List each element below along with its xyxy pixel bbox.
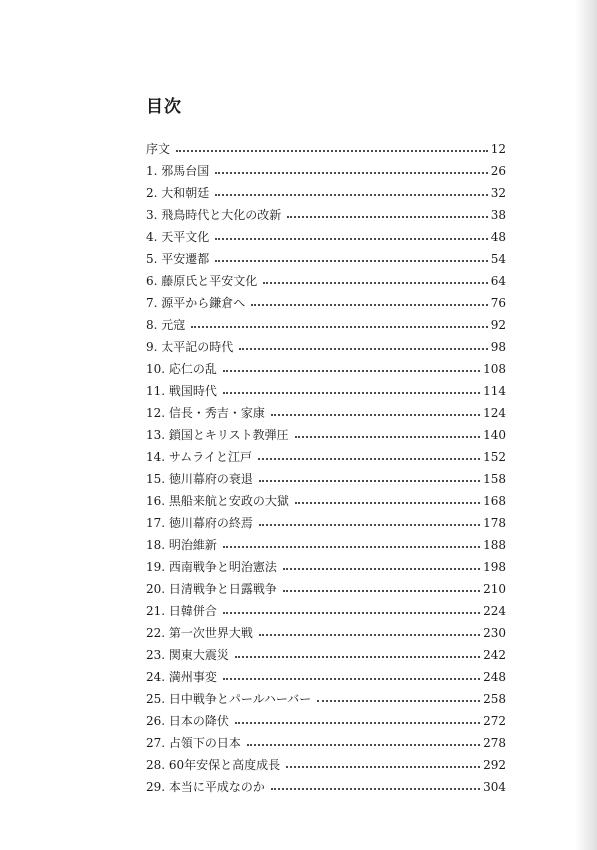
toc-entry xyxy=(146,402,506,424)
dot-leader xyxy=(223,391,480,394)
toc-entry-page-number: 140 xyxy=(483,428,506,442)
dot-leader xyxy=(258,457,480,460)
toc-entry xyxy=(146,468,506,490)
dot-leader xyxy=(215,259,487,262)
toc-entry-page-number: 64 xyxy=(490,274,506,288)
toc-entry xyxy=(146,776,506,798)
toc-entry-label: 5. 平安遷都 xyxy=(146,252,210,266)
toc-entry-page-number: 54 xyxy=(490,252,506,266)
toc-entry-page-number: 38 xyxy=(490,208,506,222)
toc-entry xyxy=(146,380,506,402)
toc-entry-label: 7. 源平から鎌倉へ xyxy=(146,296,246,310)
toc-entry xyxy=(146,732,506,754)
toc-entry xyxy=(146,160,506,182)
toc-entry-label: 19. 西南戦争と明治憲法 xyxy=(146,560,277,574)
dot-leader xyxy=(295,501,480,504)
toc-entry-page-number: 278 xyxy=(483,736,506,750)
dot-leader xyxy=(251,303,487,306)
toc-entry-label: 17. 徳川幕府の終焉 xyxy=(146,516,253,530)
toc-entry-label: 21. 日韓併合 xyxy=(146,604,217,618)
toc-entry-page-number: 168 xyxy=(483,494,506,508)
toc-entry xyxy=(146,446,506,468)
toc-entry xyxy=(146,226,506,248)
toc-entry xyxy=(146,622,506,644)
dot-leader xyxy=(259,523,480,526)
toc-entry-page-number: 152 xyxy=(483,450,506,464)
toc-entry-page-number: 258 xyxy=(483,692,506,706)
dot-leader xyxy=(271,787,480,790)
toc-entry xyxy=(146,204,506,226)
toc-entry-label: 28. 60年安保と高度成長 xyxy=(146,758,281,772)
table-of-contents xyxy=(146,138,506,798)
dot-leader xyxy=(223,369,480,372)
toc-entry-page-number: 230 xyxy=(483,626,506,640)
dot-leader xyxy=(191,325,487,328)
toc-entry-page-number: 198 xyxy=(483,560,506,574)
dot-leader xyxy=(317,699,480,702)
toc-entry xyxy=(146,556,506,578)
dot-leader xyxy=(239,347,487,350)
toc-entry xyxy=(146,182,506,204)
dot-leader xyxy=(263,281,487,284)
toc-entry xyxy=(146,358,506,380)
toc-entry-label: 9. 太平記の時代 xyxy=(146,340,234,354)
toc-entry-label: 27. 占領下の日本 xyxy=(146,736,241,750)
toc-entry-label: 10. 応仁の乱 xyxy=(146,362,217,376)
toc-entry-label: 3. 飛鳥時代と大化の改新 xyxy=(146,208,282,222)
page-title: 目次 xyxy=(146,97,182,117)
dot-leader xyxy=(283,589,480,592)
toc-entry-label: 12. 信長・秀吉・家康 xyxy=(146,406,265,420)
toc-entry xyxy=(146,578,506,600)
toc-entry-label: 序文 xyxy=(146,142,171,156)
toc-entry-page-number: 272 xyxy=(483,714,506,728)
dot-leader xyxy=(223,545,480,548)
dot-leader xyxy=(247,743,480,746)
dot-leader xyxy=(259,479,480,482)
toc-entry-page-number: 114 xyxy=(483,384,506,398)
toc-entry xyxy=(146,248,506,270)
toc-entry-page-number: 292 xyxy=(483,758,506,772)
toc-entry-label: 16. 黒船来航と安政の大獄 xyxy=(146,494,289,508)
toc-entry xyxy=(146,336,506,358)
toc-entry xyxy=(146,490,506,512)
toc-entry xyxy=(146,754,506,776)
toc-entry xyxy=(146,710,506,732)
dot-leader xyxy=(259,633,480,636)
toc-entry-page-number: 76 xyxy=(490,296,506,310)
toc-entry-label: 29. 本当に平成なのか xyxy=(146,780,265,794)
toc-entry-label: 23. 関東大震災 xyxy=(146,648,229,662)
toc-entry xyxy=(146,666,506,688)
toc-entry-label: 8. 元寇 xyxy=(146,318,186,332)
toc-entry-page-number: 242 xyxy=(483,648,506,662)
toc-entry xyxy=(146,534,506,556)
toc-entry xyxy=(146,424,506,446)
dot-leader xyxy=(287,215,487,218)
toc-entry-page-number: 188 xyxy=(483,538,506,552)
toc-entry xyxy=(146,512,506,534)
toc-entry xyxy=(146,688,506,710)
toc-entry-page-number: 98 xyxy=(490,340,506,354)
toc-entry xyxy=(146,600,506,622)
toc-entry-page-number: 124 xyxy=(483,406,506,420)
toc-entry-page-number: 92 xyxy=(490,318,506,332)
toc-entry-page-number: 12 xyxy=(490,142,506,156)
page-gutter-shadow xyxy=(575,0,597,850)
toc-entry-label: 24. 満州事変 xyxy=(146,670,217,684)
dot-leader xyxy=(235,721,480,724)
toc-entry xyxy=(146,292,506,314)
toc-entry-label: 14. サムライと江戸 xyxy=(146,450,252,464)
dot-leader xyxy=(215,171,487,174)
toc-entry-label: 20. 日清戦争と日露戦争 xyxy=(146,582,277,596)
toc-entry-page-number: 304 xyxy=(483,780,506,794)
toc-entry-page-number: 108 xyxy=(483,362,506,376)
toc-entry-label: 2. 大和朝廷 xyxy=(146,186,210,200)
toc-entry-page-number: 32 xyxy=(490,186,506,200)
toc-entry-label: 25. 日中戦争とパールハーバー xyxy=(146,692,312,706)
dot-leader xyxy=(283,567,480,570)
toc-entry-page-number: 178 xyxy=(483,516,506,530)
dot-leader xyxy=(176,149,488,152)
toc-entry-label: 1. 邪馬台国 xyxy=(146,164,210,178)
toc-entry xyxy=(146,644,506,666)
toc-entry-page-number: 248 xyxy=(483,670,506,684)
dot-leader xyxy=(215,237,487,240)
toc-entry-label: 15. 徳川幕府の衰退 xyxy=(146,472,253,486)
toc-entry xyxy=(146,314,506,336)
dot-leader xyxy=(223,611,480,614)
toc-entry-page-number: 210 xyxy=(483,582,506,596)
toc-entry xyxy=(146,270,506,292)
toc-entry-label: 18. 明治維新 xyxy=(146,538,217,552)
toc-entry-page-number: 224 xyxy=(483,604,506,618)
toc-entry-label: 6. 藤原氏と平安文化 xyxy=(146,274,258,288)
dot-leader xyxy=(223,677,480,680)
dot-leader xyxy=(215,193,487,196)
toc-entry-label: 4. 天平文化 xyxy=(146,230,210,244)
toc-entry-label: 13. 鎖国とキリスト教弾圧 xyxy=(146,428,289,442)
toc-entry-page-number: 48 xyxy=(490,230,506,244)
toc-entry-label: 26. 日本の降伏 xyxy=(146,714,229,728)
dot-leader xyxy=(235,655,480,658)
toc-entry-page-number: 158 xyxy=(483,472,506,486)
dot-leader xyxy=(295,435,480,438)
toc-entry-page-number: 26 xyxy=(490,164,506,178)
dot-leader xyxy=(271,413,480,416)
toc-entry xyxy=(146,138,506,160)
dot-leader xyxy=(286,765,480,768)
toc-entry-label: 11. 戦国時代 xyxy=(146,384,217,398)
toc-entry-label: 22. 第一次世界大戦 xyxy=(146,626,253,640)
